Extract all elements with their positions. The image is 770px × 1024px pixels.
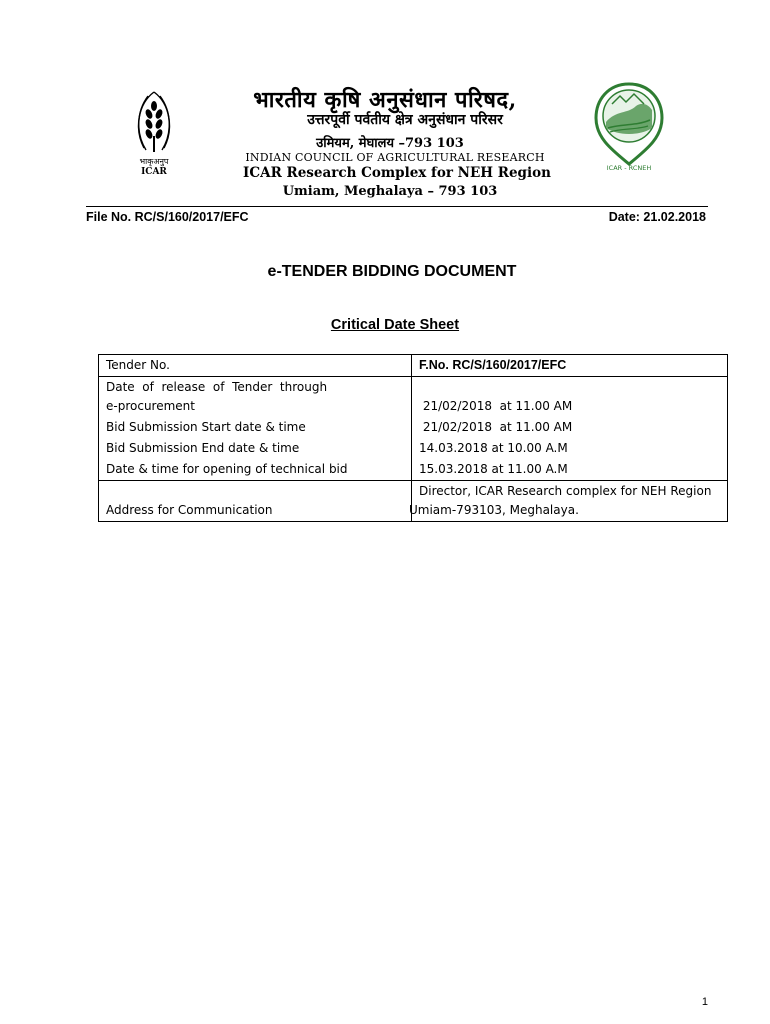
row-label [99, 377, 412, 418]
sheet-title: Critical Date Sheet [330, 317, 460, 333]
header-hindi-line1: भारतीय कृषि अनुसंधान परिषद, [253, 87, 517, 113]
header-hindi-line3: उमियम, मेघालय –793 103 [316, 136, 464, 151]
table-row [99, 377, 728, 418]
row-label: Address for Communication [99, 481, 412, 522]
row-label: Bid Submission Start date & time [99, 417, 412, 438]
file-number: File No. RC/S/160/2017/EFC [86, 210, 249, 224]
row-label: Bid Submission End date & time [99, 438, 412, 459]
row-value-text: 21/02/2018 at 11.00 AM [419, 399, 573, 413]
document-title: e-TENDER BIDDING DOCUMENT [267, 263, 517, 280]
row-label-line2: e-procurement [106, 399, 195, 413]
header-hindi-line2: उत्तरपूर्वी पर्वतीय क्षेत्र अनुसंधान परिसर [307, 112, 503, 128]
row-value [409, 481, 728, 522]
header-english-line3: Umiam, Meghalaya – 793 103 [282, 184, 498, 199]
header-english-line1: INDIAN COUNCIL OF AGRICULTURAL RESEARCH [245, 151, 545, 164]
table-row [99, 481, 728, 522]
header-divider [86, 206, 708, 207]
address-line2: Umiam-793103, Meghalaya. [409, 503, 579, 517]
document-date: Date: 21.02.2018 [608, 210, 706, 224]
row-value-text: 21/02/2018 at 11.00 AM [419, 420, 573, 434]
row-label: Date & time for opening of technical bid [99, 459, 412, 481]
table-row [99, 417, 728, 438]
table-row [99, 459, 728, 481]
logo-rcneh-text: ICAR - RCNEH [606, 164, 652, 172]
row-label-line1: Date of release of Tender through [106, 380, 328, 394]
row-value [412, 377, 728, 418]
row-value: 15.03.2018 at 11.00 A.M [412, 459, 728, 481]
critical-date-table [98, 354, 728, 522]
address-line1: Director, ICAR Research complex for NEH Region [419, 484, 712, 498]
table-row [99, 355, 728, 377]
row-value: F.No. RC/S/160/2017/EFC [412, 355, 728, 377]
logo-icar-text: ICAR [141, 167, 167, 177]
row-value [412, 417, 728, 438]
row-value: 14.03.2018 at 10.00 A.M [412, 438, 728, 459]
table-row [99, 438, 728, 459]
header-english-line2: ICAR Research Complex for NEH Region [243, 165, 551, 181]
row-label: Tender No. [99, 355, 412, 377]
logo-hindi-text: भाकृअनुप [139, 157, 169, 166]
page-number: 1 [701, 996, 708, 1008]
